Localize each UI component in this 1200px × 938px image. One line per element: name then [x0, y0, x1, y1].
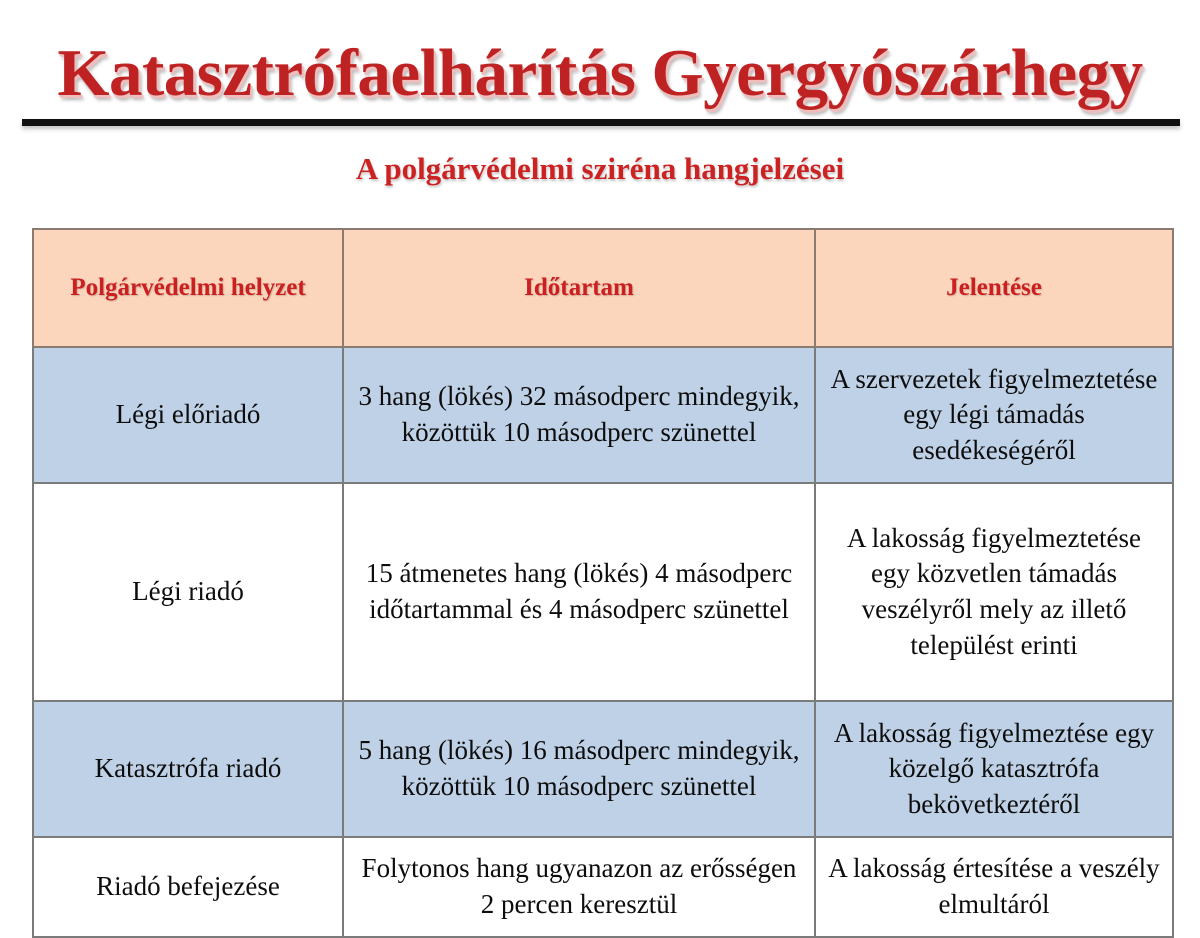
cell-duration: Folytonos hang ugyanazon az erősségen 2 percen keresztül [343, 837, 815, 937]
cell-meaning: A lakosság figyelmeztetése egy közvetlen támadás veszélyről mely az illető települést erinti [815, 483, 1173, 701]
column-header-situation: Polgárvédelmi helyzet [33, 229, 343, 347]
cell-situation: Riadó befejezése [33, 837, 343, 937]
table-header-row [33, 229, 1173, 347]
siren-signal-table [32, 228, 1174, 938]
table-row [33, 701, 1173, 837]
table-row [33, 347, 1173, 483]
table-header [33, 229, 1173, 347]
column-header-meaning: Jelentése [815, 229, 1173, 347]
page-subtitle: A polgárvédelmi sziréna hangjelzései [355, 151, 845, 186]
cell-situation: Légi előriadó [33, 347, 343, 483]
cell-duration: 3 hang (lökés) 32 másodperc mindegyik, közöttük 10 másodperc szünettel [343, 347, 815, 483]
table-body [33, 347, 1173, 937]
column-header-duration: Időtartam [343, 229, 815, 347]
cell-meaning: A szervezetek figyelmeztetése egy légi támadás esedékeségéről [815, 347, 1173, 483]
page-title: Katasztrófaelhárítás Gyergyószárhegy [57, 36, 1143, 110]
cell-meaning: A lakosság figyelmeztése egy közelgő katasztrófa bekövetkeztéről [815, 701, 1173, 837]
cell-meaning: A lakosság értesítése a veszély elmultáról [815, 837, 1173, 937]
cell-duration: 15 átmenetes hang (lökés) 4 másodperc időtartammal és 4 másodperc szünettel [343, 483, 815, 701]
table-row [33, 483, 1173, 701]
title-block [0, 36, 1200, 110]
cell-situation: Légi riadó [33, 483, 343, 701]
cell-duration: 5 hang (lökés) 16 másodperc mindegyik, közöttük 10 másodperc szünettel [343, 701, 815, 837]
title-underline-rule [22, 119, 1180, 126]
cell-situation: Katasztrófa riadó [33, 701, 343, 837]
table-row [33, 837, 1173, 937]
